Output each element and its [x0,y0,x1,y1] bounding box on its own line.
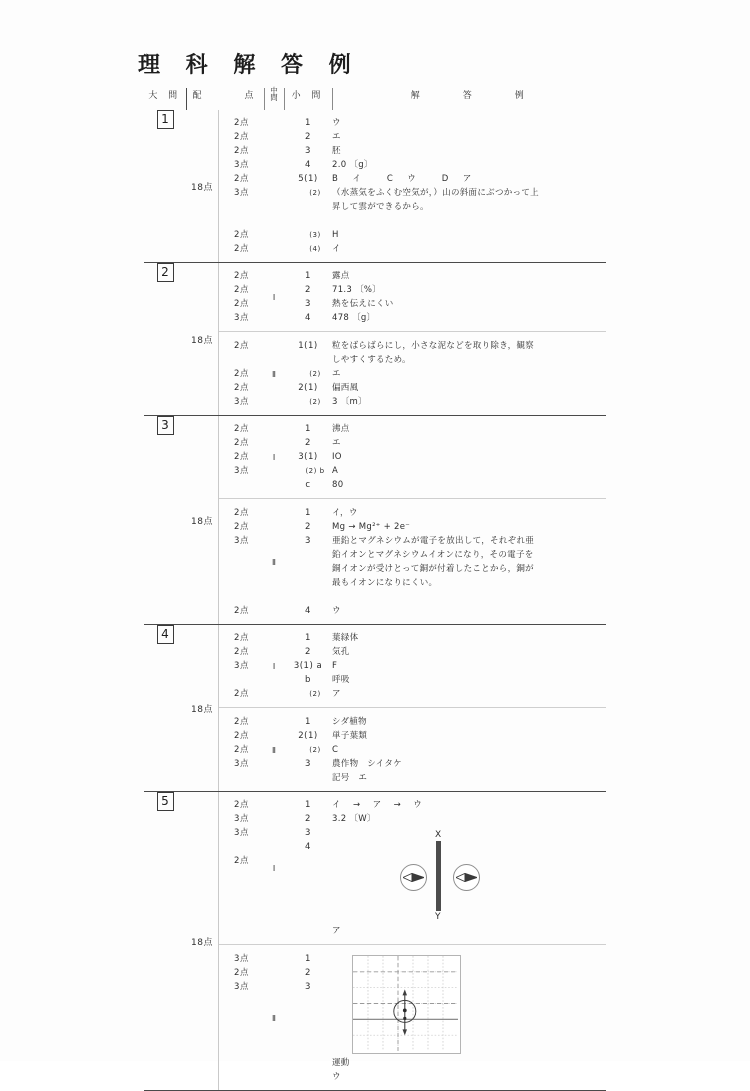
block-cell: イ → ア → ウ 3.2 〔W〕 X Y ア [332,792,606,944]
section-total-cell-1 [186,110,264,263]
section-number-4: 4 [157,625,174,644]
section-total-cell-4 [186,625,264,792]
block-cell: 2点 2点 2点 3点 [219,331,264,415]
header-dai: 大 問 [144,88,186,110]
section-number-cell-4 [144,625,186,792]
block-cell [264,416,284,498]
block-cell: 粒をばらばらにし，小さな泥などを取り除き，観察 しやすくするため。 エ 偏西風 3 〔m〕 [332,331,606,415]
section-answer-cell-5 [332,792,606,1091]
block-cell: 1 2 3 4 5(1) (2) (3) (4) [298,118,321,253]
section-sho-cell-1 [284,110,332,263]
section-number-2: 2 [157,263,174,282]
section-sho-cell-3 [284,416,332,625]
block-cell: 2点 2点 2点 3点 [234,424,249,476]
trailing-answer: ア [332,926,341,936]
trailing-points: 2点 [234,856,249,866]
section-number-5: 5 [157,792,174,811]
block-cell: 運動 ウ [332,944,606,1090]
block-cell: 沸点 エ IO A 80 [332,424,350,490]
block-cell: 1 2(1) (2) 3 [284,707,332,791]
section-total: 18点 [186,263,219,415]
section-total: 18点 [186,110,219,262]
table-header-row [144,88,606,110]
block-cell: 1 2 3(1) a b (2) [293,633,323,698]
block-cell: 露点 71.3 〔%〕 熱を伝えにくい 478 〔g〕 [332,271,394,323]
section-answer-cell-1 [332,110,606,263]
block-cell: 2点 2点 2点 3点 2点 3点 2点 2点 [234,118,249,254]
section-total: 18点 [186,625,219,791]
section-answer-cell-3 [332,416,606,625]
grid-circle-arrow-diagram [352,955,461,1054]
chu-label: Ⅰ [272,661,276,671]
section-row-2 [144,263,606,416]
header-chu [264,88,284,110]
section-sho-cell-2 [284,263,332,416]
block-cell: シダ植物 単子葉類 C 農作物 シイタケ 記号 エ [332,707,606,791]
magnet-label-y: Y [435,912,441,922]
section-total: 18点 [186,416,219,624]
section-number-cell-5 [144,792,186,1091]
block-cell: 3点 2点 3点 [219,944,264,1090]
section-number-cell-3 [144,416,186,625]
block-cell: 1 2 3 4 [284,792,332,944]
block-cell [264,263,284,331]
section-sho-cell-4 [284,625,332,792]
header-sho: 小 問 [284,88,332,110]
section-chu-cell-5 [264,792,284,1091]
section-total-cell-5 [186,792,264,1091]
compass-needle-icon [456,873,477,882]
block-cell: 2点 2点 3点 2点 [234,633,249,699]
block-cell: 1(1) (2) 2(1) (2) [284,331,332,415]
section-chu-cell-1 [264,110,284,263]
magnet-label-x: X [435,830,442,840]
block-cell [264,707,284,791]
block-cell [264,944,284,1090]
chu-label: Ⅰ [272,452,276,462]
block-cell [264,792,284,944]
header-haiten: 配 点 [186,88,264,110]
section-chu-cell-4 [264,625,284,792]
section-answer-cell-2 [332,263,606,416]
block-cell: 1 2 3 4 [305,271,311,323]
header-kai: 解 答 例 [410,91,528,101]
block-cell: 2点 2点 3点 2点 [219,498,264,624]
magnet-bar [436,841,441,911]
block-cell: 1 2 3 4 [284,498,332,624]
section-row-3 [144,416,606,625]
section-number-cell-2 [144,263,186,416]
section-number-cell-1 [144,110,186,263]
block-cell: 2点 2点 2点 3点 [219,707,264,791]
section-chu-cell-3 [264,416,284,625]
block-cell: ウ エ 胚 2.0 〔g〕 B イ C ウ D ア （水蒸気をふくむ空気が，）山の斜面にぶつかって上 昇して雲ができるから。 H イ [332,118,539,254]
section-chu-cell-2 [264,263,284,416]
block-cell [264,331,284,415]
compass-right [453,864,480,891]
block-cell: 葉緑体 気孔 F 呼吸 ア [332,633,359,699]
section-answer-cell-4 [332,625,606,792]
compass-needle-icon [403,873,424,882]
section-total-cell-2 [186,263,264,416]
chu-label: Ⅱ [272,557,276,567]
magnet-compass-diagram [380,828,530,924]
section-total: 18点 [186,792,219,1090]
section-number-1: 1 [157,110,174,129]
block-cell: 1 2 3 [284,944,332,1090]
section-total-cell-3 [186,416,264,625]
section-row-4 [144,625,606,792]
chu-label: Ⅱ [272,1013,276,1023]
chu-label: Ⅰ [272,292,276,302]
section-number-3: 3 [157,416,174,435]
block-cell [264,498,284,624]
chu-label: Ⅱ [272,369,276,379]
block-cell [264,110,284,262]
block-cell: イ，ウ Mg → Mg²⁺ + 2e⁻ 亜鉛とマグネシウムが電子を放出して，それぞれ亜 鉛イオンとマグネシウムイオンになり，その電子を 銅イオンが受けとって銅が付着したことから，銅が 最もイオンになりにくい。 ウ [332,498,606,624]
header-chu-bottom: 問 [270,92,278,102]
block-cell: 1 2 3(1) (2) b c [298,424,325,490]
section-row-1 [144,110,606,263]
block-cell: 2点 3点 3点 2点 [219,792,264,944]
trailing-sho: 4 [305,842,311,852]
block-cell: 2点 2点 2点 3点 [234,271,249,323]
section-sho-cell-5 [284,792,332,1091]
block-cell [264,625,284,707]
page-title: 理 科 解 答 例 [138,53,360,78]
chu-label: Ⅱ [272,745,276,755]
compass-left [400,864,427,891]
chu-label: Ⅰ [272,863,276,873]
header-chu-top: 中 [270,86,278,95]
answer-table [144,88,606,1091]
section-row-5 [144,792,606,1091]
